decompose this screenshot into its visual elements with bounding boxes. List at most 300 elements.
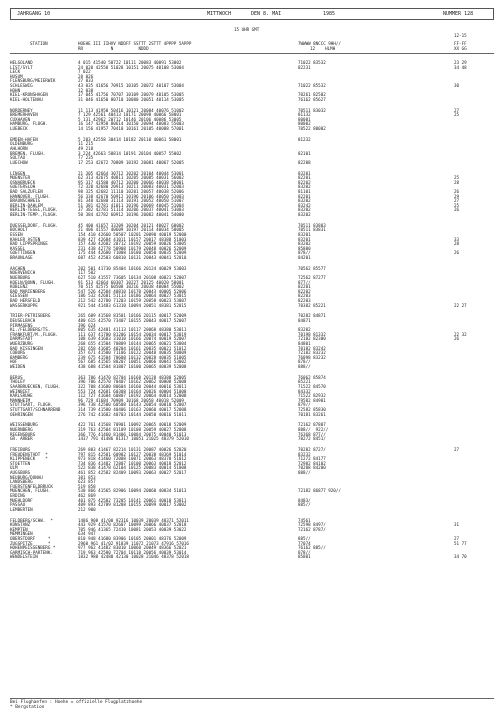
station-observation: 72 320 42680 20913 10211 20083 40031 52003 (78, 184, 184, 190)
station-name: KASSEL (10, 245, 26, 251)
station-name: MEMMINGEN (10, 531, 33, 537)
report-header (10, 8, 494, 20)
station-observation: 117 502 (78, 270, 96, 276)
station-observation: 98 325 42682 11110 10201 20057 40038 52006 (78, 189, 184, 194)
station-observation: 719 963 42580 72704 10118 20056 40039 53014 (78, 549, 187, 555)
station-observation: 461 852 42582 82409 10093 20063 40027 52017 (78, 470, 187, 475)
station-name: PIRMASENS (10, 322, 33, 328)
station-name: KLIPPENECK * (10, 456, 48, 462)
station-observation: 977 962 41482 83010 10060 20049 48366 52021 (78, 545, 187, 551)
wind-gust: 28 (454, 179, 460, 185)
station-name: OBERSTDORF * (10, 536, 51, 541)
station-observation: 21 305 42664 30712 10202 20104 40044 53001 (78, 170, 184, 176)
cloud-group: 72182 86877 920// (298, 488, 341, 494)
cloud-group: 82208 (298, 159, 311, 165)
station-name: GOETTINGEN (10, 250, 36, 256)
cloud-group: 888// 922// (298, 427, 329, 432)
station-name: KARLSRUHE (10, 393, 33, 399)
station-observation: 212 542 42780 71203 10159 20058 40023 53007 (78, 298, 187, 303)
station-observation: 154 410 42660 50507 10201 20090 40019 52000 (78, 232, 187, 237)
wind-gust: 27 (454, 447, 460, 452)
station-name: NUERBURG (10, 275, 31, 280)
wind-gust: 26 (454, 250, 460, 256)
cloud-group: 72162 8787/ (298, 526, 326, 532)
cloud-group: 70282 8727/ (298, 447, 326, 452)
station-name: OEHRINGEN (10, 411, 33, 417)
wind-gust: 26 (454, 336, 460, 342)
cloud-group: 72982 84102 (298, 460, 326, 466)
station-name: WENDELSTEIN (10, 554, 38, 560)
station-observation: 16 147 42958 80614 10150 20094 40083 55003 (78, 121, 184, 127)
station-observation: 443 929 41570 82607 10099 20066 40037 52018 (78, 522, 187, 528)
station-name: TRIER-PETRISBERG (10, 313, 51, 319)
station-name: BAMBERG (10, 354, 28, 360)
col-head-12-15: 12-15 (454, 33, 467, 38)
station-name: BERLIN-DAHLEM (10, 202, 43, 208)
cloud-group: 83201 (298, 236, 311, 242)
wind-gust: 22 27 (454, 302, 467, 308)
station-observation: 24 020 42558 51028 10151 20075 40108 53004 (78, 64, 184, 70)
cloud-group: 70382 85221 (298, 302, 326, 308)
cloud-group: 70288 84200 (298, 465, 326, 471)
col-head-cloud: 7WWWW 8NCCC 9HH// (298, 41, 341, 46)
station-observation: 96 729 41684 70909 10168 20058 40018 52009 (78, 397, 184, 403)
station-name: LEMBERTEN (10, 506, 33, 512)
station-name: LANDSBERG (10, 479, 33, 485)
wind-gust: 26 (454, 189, 460, 194)
station-observation: 239 675 41584 70608 10132 20028 40035 51005 (78, 354, 187, 360)
station-observation: 480 615 42570 73407 10155 20043 40017 52007 (78, 318, 187, 323)
station-name: LECK (10, 69, 21, 75)
station-observation: 553 724 42681 60308 10164 20026 40004 51008 (78, 388, 187, 394)
station-observation: 797 815 42581 60902 10127 20038 48369 51014 (78, 451, 187, 457)
station-name: ULM (10, 465, 18, 471)
station-name: CUXHAVEN (10, 116, 31, 122)
station-name: BAD MARIENBERG (10, 288, 46, 294)
station-observation: 91 513 42664 60307 10227 20125 40020 58001 (78, 279, 184, 285)
station-name: BERLIN-TEMP.,FLUGH. (10, 212, 58, 217)
wind-gust: 27 (454, 107, 460, 113)
station-name: LINGEN (10, 170, 26, 176)
station-observation: 607 452 42583 60810 10131 20043 40041 52010 (78, 255, 187, 260)
station-observation: 37 382 42781 51114 10206 20037 40041 53003 (78, 207, 184, 213)
station-name: LUECHOW (10, 159, 28, 165)
station-name: HOF (10, 359, 18, 365)
station-name: LIST/SYLT (10, 64, 33, 70)
cloud-group: 83202 (298, 241, 311, 247)
cloud-group: 70562 85577 (298, 265, 326, 271)
wind-gust: 29 (454, 193, 460, 199)
station-name: THOLEY (10, 379, 26, 385)
volume: JAHRGANG 10 (17, 11, 51, 17)
cloud-group: 70522 80002 (298, 126, 326, 131)
cloud-group: 877// (298, 279, 311, 285)
station-observation: 7 129 42561 40413 10171 20098 40066 58001 (78, 112, 182, 118)
report-page (10, 8, 494, 714)
station-observation: 56 338 42670 50912 10196 20106 40050 53003 (78, 193, 184, 199)
col-head-station: STATION (30, 41, 48, 46)
station-observation: 108 639 41683 31010 10166 20074 40019 52007 (78, 336, 187, 342)
station-observation: 1832 980 42480 42130 10028 21046 48378 52018 (78, 554, 189, 560)
cloud-group: 85221 (298, 379, 311, 385)
station-name: WEIDEN (10, 364, 26, 369)
station-observation: 530 866 41565 82906 10094 20060 40034 51013 (78, 488, 187, 494)
cloud-group: 82202 (298, 179, 311, 185)
cloud-group: 83201 (298, 170, 311, 176)
station-name: DEUSELBACH (10, 318, 36, 323)
station-observation: 95 317 41580 40712 10200 20066 40038 58001 (78, 179, 184, 185)
cloud-group: 76368 877// (298, 431, 326, 437)
cloud-group: 83202 (298, 327, 311, 333)
station-observation: 322 708 41680 80604 10160 20044 40016 53011 (78, 384, 187, 389)
station-observation: 51 381 42781 41011 10196 20069 40045 51004 (78, 202, 184, 208)
col-head-wind-sub: XX GG (454, 46, 467, 51)
station-observation: 734 836 41482 72807 10100 20063 40018 52012 (78, 460, 187, 466)
cloud-group: 82231 (298, 64, 311, 70)
cloud-group: 83232 (298, 451, 311, 457)
station-observation: 14 156 41957 70410 10161 20105 40088 57001 (78, 126, 184, 131)
cloud-group: 70511 83831 (298, 227, 326, 233)
cloud-group: 83202 (298, 212, 311, 217)
station-observation: 438 688 41584 81807 10100 20065 40039 52008 (78, 364, 187, 369)
footnote-airports: Bei Flughaefen : Hoehe = offizielle Flugplatzhoehe (10, 700, 143, 705)
cloud-group: 878// (298, 250, 311, 256)
cloud-group: 82203 (298, 298, 311, 303)
station-observation: 314 739 41580 40406 10163 20060 40017 52008 (78, 407, 187, 412)
station-observation: 186 532 42681 51113 10186 20064 40027 53015 (78, 293, 187, 299)
station-name: KOELN/BONN, FLUGH. (10, 279, 56, 285)
wind-gust: 28 (454, 241, 460, 247)
station-name: FUERSTENFELDBRUCK (10, 483, 53, 489)
station-observation: 5 131 42962 20712 10146 20106 40086 53005 (78, 116, 182, 122)
cloud-group: 80001 (298, 116, 311, 122)
station-name: AUGSBURG (10, 470, 31, 475)
cloud-group: 72598 8497/ (298, 522, 326, 528)
wind-gust: 27 (454, 198, 460, 204)
station-name: BREMEN, FLUGH. (10, 150, 46, 156)
station-name: DUESSELDORF, FLUGH. (10, 222, 58, 228)
station-observation: 11 215 (78, 141, 94, 147)
station-name: STUTTGART/SCHNARRENB (10, 407, 61, 412)
observation-time: 15 UHR GMT (234, 27, 260, 32)
station-observation: 5 203 42558 30414 10182 20110 40061 58001 (78, 136, 182, 142)
col-head-wind: FF-FF (454, 41, 467, 46)
station-observation: 319 763 42584 81109 10108 20059 40027 52008 (78, 427, 187, 432)
cloud-group: 72162 87887 (298, 422, 326, 428)
station-observation: 43 035 41656 70915 10105 20072 40107 53004 (78, 83, 184, 88)
cloud-group: 84201 (298, 255, 311, 260)
station-name: NUERNBERG (10, 427, 33, 432)
station-observation: 396 624 (78, 322, 96, 328)
col-head-main-sub: RR N NDDD (78, 46, 149, 51)
wind-gust: 31 (454, 522, 460, 528)
station-name: FELDBERG/SCHW. * (10, 517, 53, 523)
cloud-group: 84871 (298, 318, 311, 323)
wind-gust: 33 (454, 236, 460, 242)
station-name: DARMSTADT (10, 336, 33, 342)
station-name: WEINBIET (10, 388, 31, 394)
station-observation: 62 313 42675 40811 10205 20085 40031 56002 (78, 175, 184, 181)
cloud-group: 85800 (298, 245, 311, 251)
station-name: NOERVENICH (10, 270, 36, 276)
wind-gust: 27 (454, 536, 460, 541)
station-observation: 396 706 42570 70407 10162 20062 40008 52008 (78, 379, 187, 385)
station-observation: 111 637 41780 81206 10154 20034 40017 53019 (78, 331, 187, 337)
station-name: REGENSBURG (10, 431, 36, 437)
cloud-group: 74561 (298, 517, 311, 523)
cloud-group: 81101 (298, 189, 311, 194)
cloud-group: 81132 (298, 112, 311, 118)
cloud-group: 8483/ (298, 497, 311, 503)
cloud-group: 71022 83532 (298, 60, 326, 65)
station-observation: 17 253 42672 70809 10192 20081 40067 52005 (78, 159, 184, 165)
station-observation: 409 893 42789 81208 10155 20099 40017 53002 (78, 502, 187, 508)
station-name: MUEHLDORF (10, 497, 33, 503)
cloud-group: 81232 (298, 136, 311, 142)
station-name: KIEL-KRONSHAGEN (10, 92, 48, 98)
wind-gust: 26 (454, 207, 460, 213)
station-name: KAHLER ASTEN (10, 236, 41, 242)
station-name: EMDEN-HAFEN (10, 136, 38, 142)
station-name: KL./FELDBERG/TS. (10, 327, 51, 333)
station-name: HANNOVER, FLUGH. (10, 193, 51, 199)
cloud-group: 83242 (298, 202, 311, 208)
station-observation: 12 038 (78, 87, 94, 93)
station-observation: 282 658 41685 40204 10161 20035 40021 51012 (78, 345, 187, 351)
wind-gust: 23 29 (454, 60, 467, 65)
station-name: BREMERHAVEN (10, 112, 38, 118)
station-name: HOHN (10, 87, 21, 93)
cloud-group: 71272 84177 (298, 456, 326, 462)
station-observation: 810 948 41680 83906 10105 20001 48376 52009 (78, 536, 187, 541)
station-name: BOCHOLT (10, 227, 28, 233)
col-head-main: HOEHE III IIHVV NDDFF SSTTT 2STTT 4PPPP 5APPP (78, 41, 192, 46)
cloud-group: 72562 87277 (298, 275, 326, 280)
station-name: MUENSTER (10, 175, 31, 181)
cloud-group: 82201 (298, 193, 311, 199)
station-name: OSNABRUECK (10, 179, 36, 185)
station-observation: 1437 791 41486 81317 10051 21025 48379 52010 (78, 436, 189, 442)
wind-gust: 34 48 (454, 64, 467, 70)
cloud-group: 70181 83261 (298, 411, 326, 417)
cloud-group: 83201 (298, 232, 311, 237)
station-observation: 705 946 41365 72410 10081 20053 40039 53022 (78, 526, 187, 532)
station-observation: 366 776 41460 81406 10084 20075 40040 51013 (78, 431, 187, 437)
station-name: BRAUNLAGE (10, 255, 33, 260)
station-observation: 17 045 41756 70707 10109 20079 40105 53005 (78, 92, 184, 98)
cloud-group: 82203 (298, 293, 311, 299)
cloud-group: 76098 83232 (298, 354, 326, 360)
station-name: ERDING (10, 493, 26, 498)
station-observation: 202 501 41730 85404 10166 20124 40029 53003 (78, 265, 187, 271)
station-observation: 269 803 41467 82214 10131 20087 40026 52020 (78, 447, 187, 452)
cloud-group: 76062 85874 (298, 374, 326, 380)
footer-divider (10, 698, 494, 699)
station-observation: 28 026 (78, 73, 94, 79)
wind-gust: 25 (454, 112, 460, 118)
cloud-group: 80002 (298, 121, 311, 127)
station-observation: 567 685 41565 80207 10051 20066 40041 53002 (78, 359, 187, 365)
station-name: MUENCHEN, FLUGH. (10, 488, 51, 494)
station-name: AACHEN (10, 265, 26, 271)
cloud-group: 70282 84871 (298, 313, 326, 319)
station-name: HUSUM (10, 73, 23, 79)
station-observation: 81 348 42680 31114 10191 20052 40050 51007 (78, 198, 184, 204)
station-observation: 627 510 41557 73605 10134 20108 40021 52007 (78, 275, 187, 280)
year: 1985 (323, 11, 336, 17)
station-name: WEISSENBURG (10, 422, 38, 428)
station-observation: 112 727 41684 60807 10192 20064 40014 52008 (78, 393, 187, 399)
station-name: BAD KISSINGEN (10, 345, 43, 351)
issue-number: NUMMER 128 (443, 11, 474, 17)
header-divider (10, 53, 494, 54)
station-observation: 4 015 41540 50722 10111 20083 40091 53002 (78, 60, 182, 65)
station-name: FREIBURG (10, 447, 31, 452)
wind-gust: 22 32 (454, 331, 467, 337)
station-observation: 2960 961 41/02 91839 11072 21073 47916 57016 (78, 540, 189, 546)
cloud-group: 885// (298, 536, 311, 541)
station-observation: 401 875 42582 73205 10141 20061 40018 53011 (78, 497, 187, 503)
cloud-group: 888// (298, 364, 311, 369)
station-name: COBURG (10, 350, 26, 356)
cloud-group: 83202 (298, 198, 311, 204)
station-name: FRANKFURT/M.,FLUGH. (10, 331, 58, 337)
station-observation: 21 406 41557 40609 10197 20114 40034 58005 (78, 227, 184, 233)
station-name: BAD LIPPSPRINGE (10, 241, 48, 247)
station-observation: 3 224 42663 50814 10191 20104 40057 55002 (78, 150, 182, 156)
station-observation: 45 400 41657 33209 10204 20121 40027 60002 (78, 222, 184, 228)
station-observation: 396 738 42580 60508 10143 20054 40010 52007 (78, 402, 187, 408)
station-observation: 422 761 41568 70901 10092 20065 40018 52009 (78, 422, 187, 428)
station-observation: 381 853 (78, 474, 96, 480)
station-name: ESSEN (10, 232, 23, 237)
station-name: KIEL-HOLTENAU (10, 96, 43, 102)
station-observation: 212 900 (78, 506, 96, 512)
station-observation: 839 427 42684 41011 10157 20017 48388 51003 (78, 236, 187, 242)
station-observation: 31 046 41650 80710 10080 20051 40114 53005 (78, 96, 184, 102)
station-observation: 77 235 (78, 155, 94, 161)
station-observation: 519 858 (78, 483, 96, 489)
col-head-cloud-sub: 12 HLMH (310, 46, 336, 51)
station-name: GUETERSLOH (10, 184, 36, 190)
station-name: LUEBECK (10, 126, 28, 131)
station-observation: 50 384 42782 60912 10196 20082 40041 54000 (78, 212, 184, 217)
station-name: KOBLENZ (10, 284, 28, 290)
station-name: BAD SALZUFLEN (10, 189, 43, 194)
station-name: BERLIN-TEGEL,FLUGH. (10, 207, 58, 213)
cloud-group: 72582 85830 (298, 407, 326, 412)
station-observation: 634 947 (78, 531, 96, 537)
station-name: NEUBURG/DONAU (10, 474, 43, 480)
station-name: NORDERNEY (10, 107, 33, 113)
cloud-group: 77074 (298, 540, 311, 546)
station-observation: 11 113 41950 50416 10121 20084 40076 51002 (78, 107, 184, 113)
wind-gust: 34 70 (454, 554, 467, 560)
cloud-group: 76162 85627 (298, 96, 326, 102)
station-name: FLENSBURG/MEIERWIK (10, 78, 56, 84)
cloud-group: 82201 (298, 175, 311, 181)
station-observation: 547 526 42584 40810 10170 20043 40005 52006 (78, 288, 187, 294)
cloud-group: 70198 81332 (298, 331, 326, 337)
cloud-group: 70182 83242 (298, 345, 326, 351)
cloud-group: 70261 82502 (298, 92, 326, 98)
station-name: GR. ARBER (10, 436, 33, 442)
station-observation: 623 857 (78, 479, 96, 485)
cloud-group: 878// (298, 359, 311, 365)
cloud-group: 72182 82300 (298, 336, 326, 342)
wind-gust: 51 77 (454, 540, 467, 546)
station-observation: 231 438 42778 50908 10179 20048 40026 52009 (78, 245, 187, 251)
cloud-group: 82101 (298, 150, 311, 156)
station-observation: 175 444 42680 71008 10180 20050 40035 52009 (78, 250, 187, 256)
wind-gust: 25 (454, 175, 460, 181)
cloud-group: 885// (298, 502, 311, 508)
cloud-group: 79582 84901 (298, 397, 326, 403)
cloud-group: 83202 (298, 184, 311, 190)
station-name: STOETTEN (10, 460, 31, 466)
station-observation: 276 742 41682 40703 10144 20050 40016 51011 (78, 411, 187, 417)
cloud-group: 70511 83032 (298, 107, 326, 113)
station-observation: 49 218 (78, 146, 94, 151)
station-name: STUTTGART, FLUGH. (10, 402, 53, 408)
cloud-group: 879// (298, 402, 311, 408)
station-name: SOLTAU (10, 155, 26, 161)
wind-gust: 25 (454, 202, 460, 208)
station-name: BERUS (10, 374, 23, 380)
station-name: FREUDENSTADT * (10, 451, 48, 457)
station-observation: 522 838 41478 62104 10125 20083 40014 51008 (78, 465, 187, 471)
station-name: HELGOLAND (10, 60, 33, 65)
station-observation: 265 609 41568 83501 10166 20115 40017 52009 (78, 313, 187, 319)
station-name: SCHLESWIG (10, 83, 33, 88)
cloud-group: 71522 82932 (298, 393, 326, 399)
station-name: SAARBRUECKEN, FLUGH. (10, 384, 61, 389)
station-name: HAMBURG, FLUGH. (10, 121, 48, 127)
cloud-group: 70511 83803 (298, 222, 326, 228)
cloud-group: 85801 (298, 554, 311, 560)
station-observation: 363 706 41470 82704 10168 20128 48388 52005 (78, 374, 187, 380)
station-name: MANNHEIM (10, 397, 31, 403)
station-name: WUERZBURG (10, 341, 33, 346)
cloud-group: 71022 85532 (298, 83, 326, 88)
cloud-group: 878// (298, 549, 311, 555)
station-observation: 1486 908 41/00 92316 10039 20039 48371 52011 (78, 517, 189, 523)
station-name: GARMISCH-PARTENK. (10, 549, 53, 555)
station-name: PASSAU (10, 502, 26, 508)
station-observation: 268 655 41584 70809 10144 20065 40021 53004 (78, 341, 187, 346)
cloud-group: 71522 84570 (298, 384, 326, 389)
station-name: GIESSEN (10, 293, 28, 299)
station-name: HOHENPEISSENBERG * (10, 545, 56, 551)
cloud-group: 70272 8451/ (298, 436, 326, 442)
station-observation: 7 022 (78, 69, 91, 75)
station-name: ZUGSPITZE * (10, 540, 51, 546)
footnote-mountain: * Bergstation (10, 705, 45, 710)
station-observation: 805 635 42481 41113 10117 20068 48380 53011 (78, 327, 187, 333)
weekday: MITTWOCH (207, 11, 232, 17)
cloud-group: 84332 (298, 388, 311, 394)
cloud-group: 83202 (298, 207, 311, 213)
cloud-group: 888// (298, 470, 311, 475)
cloud-group: 76162 885// (298, 545, 326, 551)
wind-gust: 30 (454, 83, 460, 88)
station-observation: 27 033 (78, 78, 94, 84)
station-observation: 157 430 42682 20712 10192 20059 40026 53005 (78, 241, 187, 247)
station-name: BRAUNSCHWEIG (10, 198, 41, 204)
date: DEN 8. MAI (251, 11, 282, 17)
station-observation: 921 544 41483 61310 10094 20051 48381 52015 (78, 302, 187, 308)
cloud-group: 82202 (298, 288, 311, 294)
